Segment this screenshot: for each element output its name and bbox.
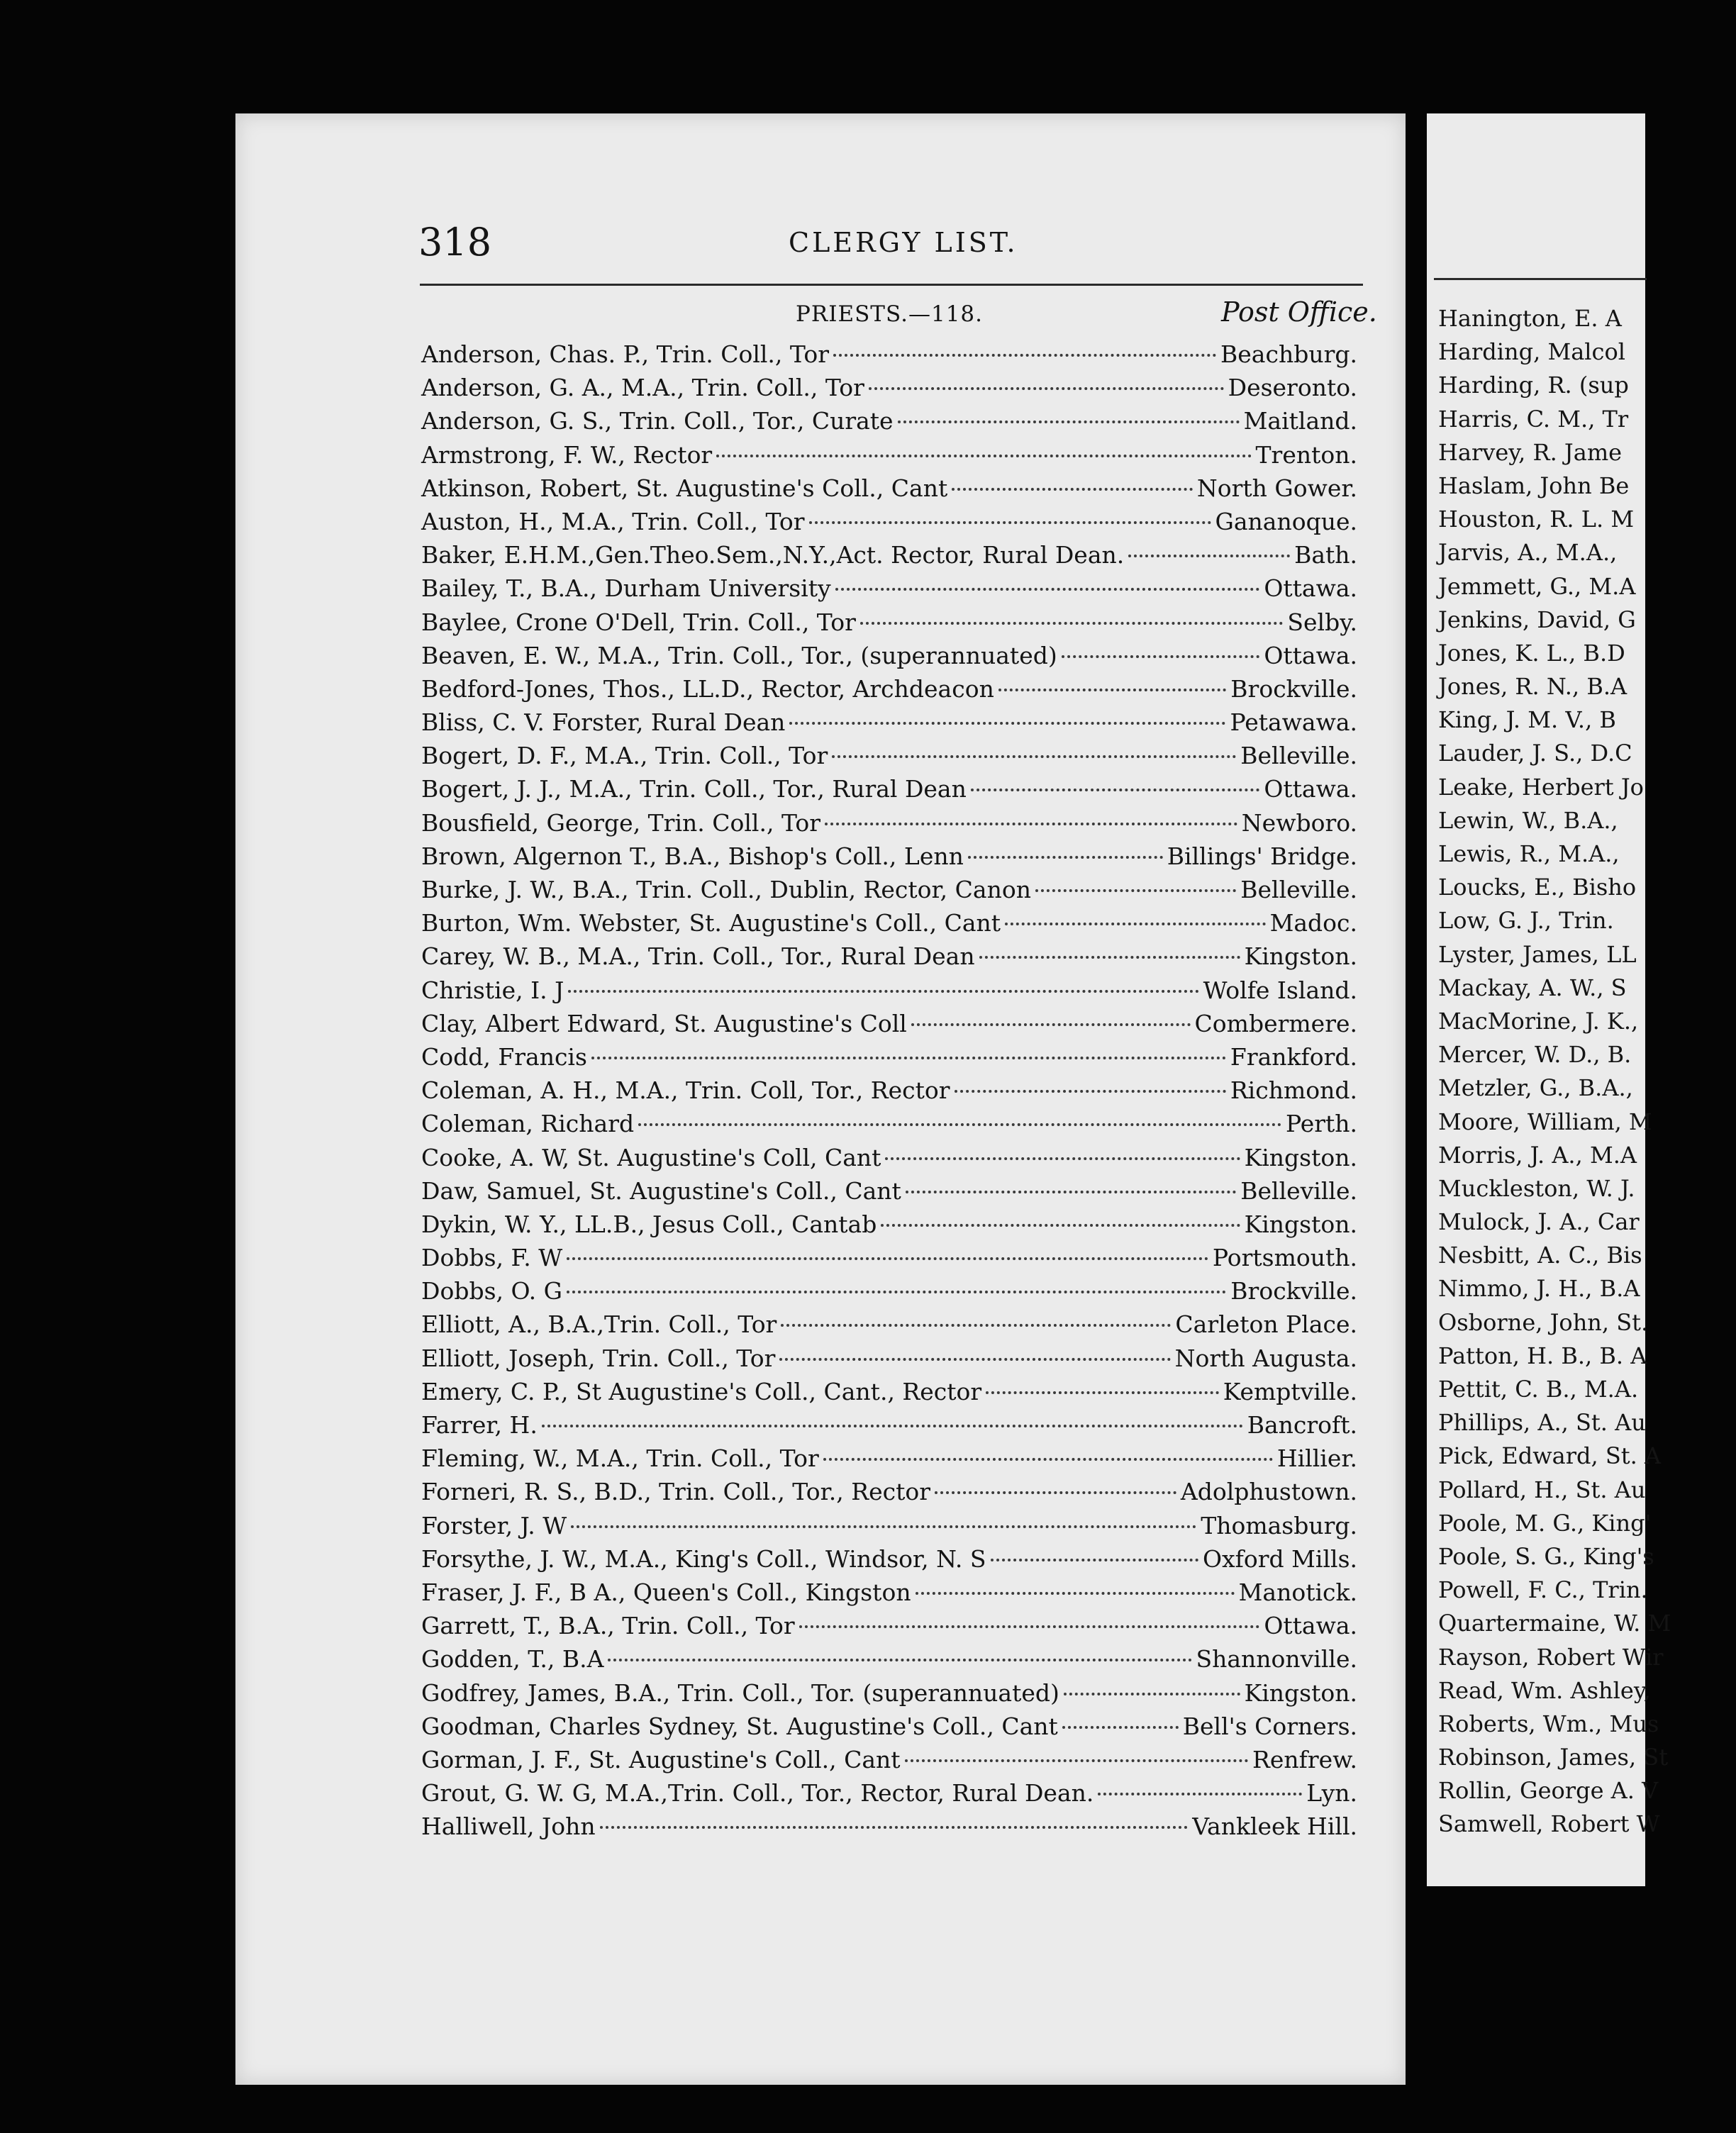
clergy-entry [421, 1478, 1357, 1511]
clergy-entry [421, 1210, 1357, 1244]
clergy-name: Farrer, H. [421, 1411, 538, 1439]
dot-leader [567, 1291, 1226, 1293]
right-clergy-entry: Rayson, Robert Wir [1438, 1643, 1664, 1671]
right-clergy-entry: Poole, M. G., King' [1438, 1509, 1652, 1537]
clergy-name: Auston, H., M.A., Trin. Coll., Tor [421, 507, 805, 535]
right-clergy-entry: Read, Wm. Ashley, [1438, 1676, 1651, 1704]
clergy-name: Godden, T., B.A [421, 1645, 604, 1673]
clergy-name: Anderson, G. S., Trin. Coll., Tor., Curate [421, 407, 894, 435]
clergy-entry [421, 809, 1357, 842]
dot-leader [825, 823, 1237, 825]
post-office: Petawawa. [1230, 708, 1357, 737]
post-office: Shannonville. [1196, 1645, 1357, 1673]
clergy-entry [421, 742, 1357, 775]
dot-leader [971, 789, 1259, 791]
right-clergy-entry: Moore, William, M [1438, 1108, 1652, 1135]
post-office: Ottawa. [1264, 574, 1357, 603]
clergy-entry [421, 508, 1357, 541]
clergy-name: Bailey, T., B.A., Durham University [421, 574, 831, 603]
clergy-entry [421, 775, 1357, 808]
post-office: Vankleek Hill. [1192, 1812, 1357, 1841]
right-clergy-entry: Mercer, W. D., B. [1438, 1041, 1632, 1069]
clergy-entry [421, 1578, 1357, 1612]
post-office: North Gower. [1196, 474, 1357, 502]
right-clergy-entry: Leake, Herbert Jo [1438, 773, 1644, 801]
right-clergy-entry: Harding, R. (sup [1438, 372, 1629, 399]
clergy-name: Goodman, Charles Sydney, St. Augustine's Coll., Cant [421, 1712, 1058, 1740]
clergy-name: Dobbs, O. G [421, 1277, 562, 1305]
clergy-name: Forster, J. W [421, 1511, 567, 1539]
clergy-name: Bliss, C. V. Forster, Rural Dean [421, 708, 786, 737]
clergy-name: Dykin, W. Y., LL.B., Jesus Coll., Cantab [421, 1210, 877, 1238]
clergy-name: Daw, Samuel, St. Augustine's Coll., Cant [421, 1176, 901, 1205]
right-page [1427, 113, 1671, 1886]
clergy-name: Carey, W. B., M.A., Trin. Coll., Tor., Rural Dean [421, 942, 975, 971]
clergy-name: Armstrong, F. W., Rector [421, 440, 713, 469]
dot-leader [968, 856, 1163, 859]
clergy-name: Godfrey, James, B.A., Trin. Coll., Tor. (superannuated) [421, 1678, 1059, 1707]
clergy-name: Bogert, D. F., M.A., Trin. Coll., Tor [421, 742, 828, 770]
clergy-name: Beaven, E. W., M.A., Trin. Coll., Tor., (superannuated) [421, 641, 1057, 669]
right-clergy-entry: Hanington, E. A [1438, 305, 1622, 332]
dot-leader [608, 1659, 1191, 1661]
post-office: Richmond. [1230, 1076, 1357, 1105]
right-clergy-entry: Samwell, Robert W [1438, 1810, 1660, 1838]
right-clergy-entry: Quartermaine, W. M [1438, 1610, 1671, 1637]
clergy-name: Coleman, Richard [421, 1110, 635, 1138]
clergy-entry [421, 1712, 1357, 1746]
post-office: Ottawa. [1264, 775, 1357, 803]
header-rule [420, 284, 1363, 286]
post-office: Kemptville. [1223, 1377, 1357, 1405]
dot-leader [955, 1090, 1226, 1093]
clergy-entry [421, 1010, 1357, 1043]
right-clergy-entry: King, J. M. V., B [1438, 706, 1616, 734]
right-clergy-entry: Pettit, C. B., M.A. [1438, 1376, 1639, 1403]
clergy-name: Elliott, Joseph, Trin. Coll., Tor [421, 1344, 776, 1372]
post-office: Newboro. [1241, 808, 1357, 837]
clergy-entry-list [421, 340, 1357, 1846]
page-number: 318 [418, 220, 492, 264]
clergy-name: Forneri, R. S., B.D., Trin. Coll., Tor., Rector [421, 1478, 931, 1506]
dot-leader [832, 755, 1236, 758]
post-office: Hillier. [1276, 1444, 1357, 1473]
dot-leader [952, 488, 1193, 491]
left-page [235, 113, 1406, 2085]
post-office: Bell's Corners. [1182, 1712, 1357, 1740]
dot-leader [906, 1191, 1236, 1193]
clergy-name: Fraser, J. F., B A., Queen's Coll., Kingston [421, 1578, 911, 1606]
clergy-entry [421, 1310, 1357, 1344]
clergy-entry [421, 1812, 1357, 1846]
running-head: CLERGY LIST. [789, 227, 1018, 258]
clergy-entry [421, 909, 1357, 942]
right-clergy-entry: Loucks, E., Bisho [1438, 874, 1637, 901]
clergy-entry [421, 1043, 1357, 1076]
dot-leader [885, 1157, 1240, 1160]
right-clergy-entry: Jarvis, A., M.A., [1438, 539, 1618, 567]
right-clergy-entry: Lewin, W., B.A., [1438, 806, 1618, 834]
clergy-name: Forsythe, J. W., M.A., King's Coll., Windsor, N. S [421, 1544, 986, 1573]
post-office: Kingston. [1244, 1143, 1357, 1171]
post-office: Madoc. [1269, 909, 1357, 937]
clergy-name: Anderson, Chas. P., Trin. Coll., Tor [421, 340, 829, 368]
right-clergy-entry: Phillips, A., St. Au [1438, 1409, 1646, 1437]
post-office: Portsmouth. [1212, 1244, 1357, 1272]
post-office: Belleville. [1240, 742, 1357, 770]
dot-leader [860, 622, 1284, 625]
clergy-name: Cooke, A. W, St. Augustine's Coll, Cant [421, 1143, 881, 1171]
clergy-entry [421, 842, 1357, 876]
right-clergy-entry: Nesbitt, A. C., Bis [1438, 1242, 1642, 1269]
post-office: Kingston. [1244, 1678, 1357, 1707]
dot-leader [1062, 1726, 1179, 1729]
right-clergy-entry: Jones, K. L., B.D [1438, 639, 1625, 667]
right-clergy-entry: Haslam, John Be [1438, 472, 1630, 499]
right-clergy-entry: Morris, J. A., M.A [1438, 1141, 1637, 1169]
clergy-entry [421, 942, 1357, 976]
post-office: Wolfe Island. [1203, 976, 1357, 1004]
dot-leader [1064, 1693, 1240, 1695]
clergy-entry [421, 1110, 1357, 1143]
right-clergy-entry: Mackay, A. W., S [1438, 974, 1627, 1001]
post-office-column-header: Post Office. [1221, 296, 1377, 328]
dot-leader [542, 1425, 1243, 1427]
clergy-name: Bedford-Jones, Thos., LL.D., Rector, Archdeacon [421, 674, 994, 703]
right-clergy-entry: Jenkins, David, G [1438, 606, 1636, 633]
dot-leader [789, 722, 1225, 725]
clergy-entry [421, 1378, 1357, 1411]
post-office: Billings' Bridge. [1167, 842, 1357, 870]
clergy-name: Halliwell, John [421, 1812, 596, 1841]
clergy-entry [421, 1277, 1357, 1310]
dot-leader [568, 990, 1198, 993]
post-office: Renfrew. [1252, 1745, 1357, 1773]
clergy-entry [421, 1144, 1357, 1177]
post-office: Carleton Place. [1175, 1310, 1357, 1339]
right-clergy-entry: Robinson, James, St [1438, 1744, 1669, 1771]
clergy-entry [421, 1746, 1357, 1779]
dot-leader [881, 1224, 1240, 1227]
clergy-entry [421, 541, 1357, 574]
right-clergy-entry: Pollard, H., St. Au [1438, 1476, 1646, 1503]
right-header-rule [1434, 278, 1647, 280]
clergy-name: Codd, Francis [421, 1042, 587, 1071]
clergy-entry [421, 1512, 1357, 1545]
clergy-entry [421, 1076, 1357, 1110]
right-clergy-entry: Harding, Malcol [1438, 338, 1625, 366]
clergy-entry [421, 407, 1357, 440]
dot-leader [916, 1592, 1235, 1595]
clergy-name: Baker, E.H.M.,Gen.Theo.Sem.,N.Y.,Act. Rector, Rural Dean. [421, 541, 1125, 569]
post-office: North Augusta. [1174, 1344, 1357, 1372]
clergy-entry [421, 876, 1357, 909]
dot-leader [833, 354, 1216, 357]
post-office: Thomasburg. [1201, 1511, 1357, 1539]
clergy-entry [421, 1645, 1357, 1678]
dot-leader [835, 588, 1260, 591]
right-clergy-entry: Jemmett, G., M.A [1438, 572, 1636, 600]
dot-leader [1062, 655, 1260, 658]
right-clergy-entry: Lauder, J. S., D.C [1438, 740, 1632, 767]
clergy-entry [421, 1244, 1357, 1277]
clergy-entry [421, 474, 1357, 508]
right-clergy-entry: Metzler, G., B.A., [1438, 1074, 1633, 1102]
clergy-name: Dobbs, F. W [421, 1244, 563, 1272]
post-office: Kingston. [1244, 1210, 1357, 1238]
clergy-name: Anderson, G. A., M.A., Trin. Coll., Tor [421, 374, 864, 402]
right-clergy-entry: Low, G. J., Trin. [1438, 907, 1614, 935]
right-clergy-entry: Houston, R. L. M [1438, 506, 1635, 533]
dot-leader [986, 1391, 1219, 1394]
post-office: Brockville. [1230, 674, 1357, 703]
post-office: Manotick. [1238, 1578, 1357, 1606]
clergy-entry [421, 374, 1357, 407]
post-office: Lyn. [1306, 1779, 1357, 1808]
dot-leader [799, 1625, 1260, 1628]
post-office: Perth. [1285, 1110, 1357, 1138]
right-clergy-entry: Patton, H. B., B. A [1438, 1342, 1647, 1369]
post-office: Deseronto. [1228, 374, 1357, 402]
right-clergy-entry: Rollin, George A. V [1438, 1777, 1659, 1805]
dot-leader [779, 1358, 1170, 1361]
post-office: Gananoque. [1215, 507, 1357, 535]
right-clergy-entry: Harris, C. M., Tr [1438, 405, 1629, 433]
right-clergy-entry: Mulock, J. A., Car [1438, 1208, 1640, 1236]
post-office: Ottawa. [1264, 1612, 1357, 1640]
dot-leader [567, 1257, 1208, 1260]
dot-leader [869, 387, 1224, 390]
clergy-entry [421, 642, 1357, 675]
dot-leader [716, 455, 1251, 457]
clergy-entry [421, 1679, 1357, 1712]
clergy-name: Coleman, A. H., M.A., Trin. Coll, Tor., Rector [421, 1076, 950, 1105]
clergy-entry [421, 976, 1357, 1010]
clergy-name: Brown, Algernon T., B.A., Bishop's Coll., Lenn [421, 842, 964, 870]
clergy-name: Baylee, Crone O'Dell, Trin. Coll., Tor [421, 608, 856, 636]
right-clergy-entry: Powell, F. C., Trin. [1438, 1576, 1648, 1604]
post-office: Frankford. [1230, 1042, 1357, 1071]
dot-leader [991, 1559, 1198, 1561]
right-clergy-entry: Poole, S. G., King's [1438, 1542, 1654, 1570]
clergy-entry [421, 675, 1357, 708]
clergy-entry [421, 608, 1357, 642]
clergy-name: Elliott, A., B.A.,Trin. Coll., Tor [421, 1310, 777, 1339]
post-office: Selby. [1287, 608, 1357, 636]
clergy-entry [421, 1344, 1357, 1378]
dot-leader [911, 1023, 1191, 1026]
right-clergy-entry: Muckleston, W. J. [1438, 1174, 1635, 1202]
post-office: Brockville. [1230, 1277, 1357, 1305]
post-office: Combermere. [1194, 1009, 1357, 1037]
clergy-name: Emery, C. P., St Augustine's Coll., Cant., Rector [421, 1377, 982, 1405]
dot-leader [591, 1057, 1226, 1059]
clergy-name: Atkinson, Robert, St. Augustine's Coll., Cant [421, 474, 948, 502]
clergy-name: Burke, J. W., B.A., Trin. Coll., Dublin, Rector, Canon [421, 876, 1031, 903]
right-clergy-entry: Jones, R. N., B.A [1438, 673, 1628, 701]
dot-leader [979, 956, 1240, 959]
post-office: Beachburg. [1220, 340, 1357, 368]
right-clergy-entry: Lewis, R., M.A., [1438, 840, 1620, 867]
right-clergy-entry: Harvey, R. Jame [1438, 438, 1623, 466]
post-office: Bath. [1294, 541, 1357, 569]
right-entry-list [1438, 305, 1736, 1844]
dot-leader [823, 1458, 1273, 1461]
clergy-entry [421, 1545, 1357, 1578]
clergy-name: Fleming, W., M.A., Trin. Coll., Tor [421, 1444, 819, 1473]
clergy-entry [421, 1411, 1357, 1444]
clergy-entry [421, 1444, 1357, 1478]
clergy-entry [421, 1612, 1357, 1645]
post-office: Kingston. [1244, 942, 1357, 971]
dot-leader [638, 1123, 1281, 1126]
dot-leader [1005, 923, 1266, 925]
right-clergy-entry: Lyster, James, LL [1438, 940, 1637, 968]
right-clergy-entry: Roberts, Wm., Mus [1438, 1710, 1659, 1737]
clergy-entry [421, 708, 1357, 742]
section-heading: PRIESTS.—118. [796, 301, 983, 327]
post-office: Ottawa. [1264, 641, 1357, 669]
clergy-name: Gorman, J. F., St. Augustine's Coll., Cant [421, 1745, 901, 1773]
dot-leader [935, 1491, 1176, 1494]
post-office: Adolphustown. [1180, 1478, 1357, 1506]
dot-leader [571, 1525, 1196, 1528]
dot-leader [1098, 1793, 1302, 1795]
clergy-name: Christie, I. J [421, 976, 564, 1004]
dot-leader [905, 1759, 1248, 1762]
clergy-entry [421, 340, 1357, 374]
right-clergy-entry: Nimmo, J. H., B.A [1438, 1275, 1640, 1303]
dot-leader [809, 521, 1211, 524]
right-clergy-entry: Osborne, John, St. [1438, 1308, 1649, 1336]
right-clergy-entry: MacMorine, J. K., [1438, 1007, 1639, 1035]
right-clergy-entry: Pick, Edward, St. A [1438, 1442, 1662, 1470]
clergy-name: Garrett, T., B.A., Trin. Coll., Tor [421, 1612, 795, 1640]
post-office: Trenton. [1255, 440, 1357, 469]
clergy-entry [421, 1779, 1357, 1812]
clergy-entry [421, 441, 1357, 474]
clergy-name: Burton, Wm. Webster, St. Augustine's Coll., Cant [421, 909, 1001, 937]
post-office: Maitland. [1243, 407, 1357, 435]
clergy-entry [421, 574, 1357, 608]
dot-leader [1035, 889, 1236, 892]
post-office: Bancroft. [1247, 1411, 1357, 1439]
dot-leader [600, 1826, 1189, 1829]
dot-leader [998, 689, 1226, 691]
dot-leader [898, 421, 1240, 423]
post-office: Belleville. [1240, 1176, 1357, 1205]
dot-leader [1128, 555, 1290, 557]
clergy-name: Grout, G. W. G, M.A.,Trin. Coll., Tor., Rector, Rural Dean. [421, 1779, 1094, 1808]
post-office: Oxford Mills. [1202, 1544, 1357, 1573]
dot-leader [781, 1324, 1171, 1327]
post-office: Belleville. [1240, 876, 1357, 903]
clergy-entry [421, 1177, 1357, 1210]
clergy-name: Clay, Albert Edward, St. Augustine's Coll [421, 1009, 907, 1037]
clergy-name: Bousfield, George, Trin. Coll., Tor [421, 808, 821, 837]
clergy-name: Bogert, J. J., M.A., Trin. Coll., Tor., Rural Dean [421, 775, 967, 803]
